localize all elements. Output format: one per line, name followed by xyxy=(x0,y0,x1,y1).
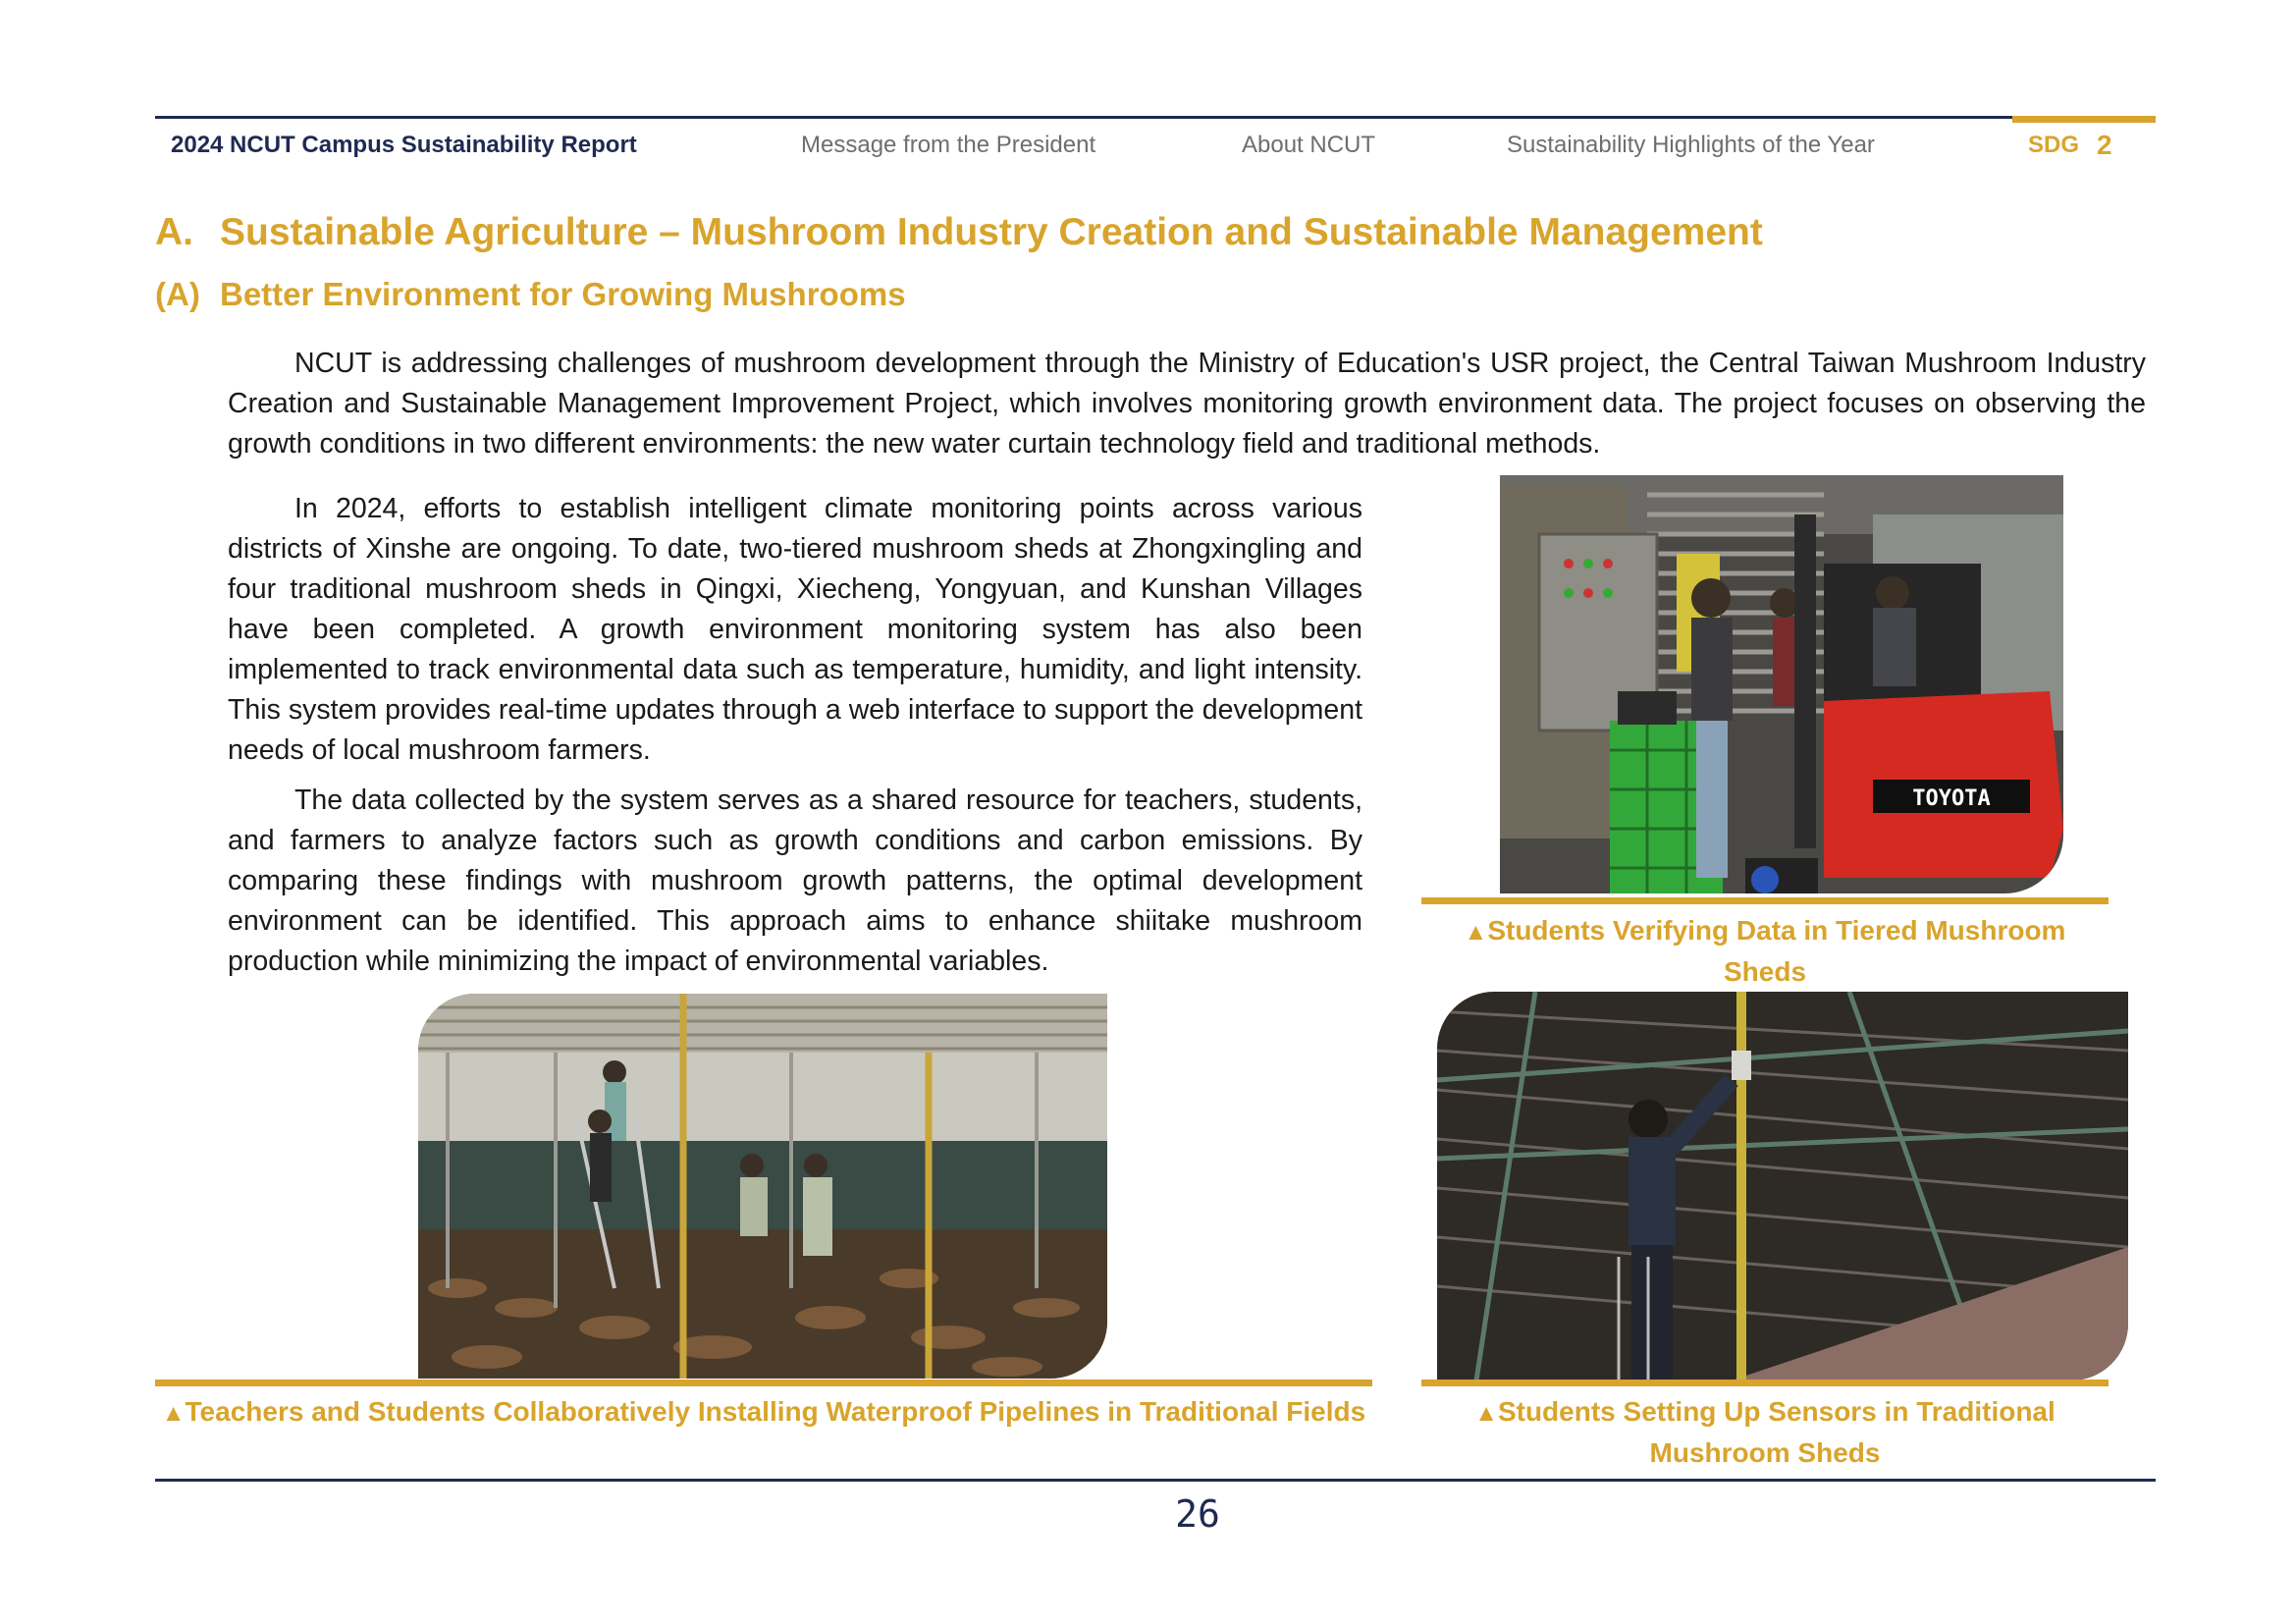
photo-students-verifying-data xyxy=(1500,475,2063,893)
caption-text: Students Setting Up Sensors in Traditional Mushroom Sheds xyxy=(1497,1396,2056,1468)
nav-link-about[interactable]: About NCUT xyxy=(1242,132,1376,158)
section-heading xyxy=(155,208,1763,257)
subsection-title: Better Environment for Growing Mushrooms xyxy=(220,276,906,312)
nav-link-highlights[interactable]: Sustainability Highlights of the Year xyxy=(1507,132,1875,158)
caption-rule-forklift xyxy=(1421,897,2109,904)
sdg-number: 2 xyxy=(2097,130,2112,160)
footer-rule xyxy=(155,1479,2156,1482)
caption-marker-icon: ▲ xyxy=(161,1400,186,1427)
forklift-brand-text: TOYOTA xyxy=(1912,786,1991,811)
caption-students-verifying-data xyxy=(1421,911,2109,992)
subsection-heading xyxy=(155,273,906,316)
header-sdg-accent xyxy=(2012,116,2156,123)
caption-text: Teachers and Students Collaboratively Installing Waterproof Pipelines in Traditional Fields xyxy=(185,1396,1366,1427)
intro-paragraph: NCUT is addressing challenges of mushroom development through the Ministry of Education's USR project, the Central Taiwan Mushroom Industry Creation and Sustainable Management Improvement Project, which involves monitoring growth environment data. The project focuses on observing the growth conditions in two different environments: the new water curtain technology field and traditional methods. xyxy=(228,348,2146,460)
caption-rule-field xyxy=(155,1380,1372,1386)
caption-setting-up-sensors xyxy=(1421,1392,2109,1473)
nav-link-president-message[interactable]: Message from the President xyxy=(801,132,1096,158)
header-rule xyxy=(155,116,2012,119)
caption-text: Students Verifying Data in Tiered Mushroom Sheds xyxy=(1487,915,2066,987)
photo-setting-up-sensors xyxy=(1437,992,2128,1380)
page-number: 26 xyxy=(1175,1492,1220,1536)
caption-marker-icon: ▲ xyxy=(1474,1400,1498,1427)
monitoring-paragraph: In 2024, efforts to establish intelligent climate monitoring points across various districts of Xinshe are ongoing. To date, two-tiered mushroom sheds at Zhongxingling and four traditional mushroom sheds in Qingxi, Xiecheng, Yongyuan, and Kunshan Villages have been completed. A growth environment monitoring system has also been implemented to track environmental data such as temperature, humidity, and light intensity. This system provides real-time updates through a web interface to support the development needs of local mushroom farmers. xyxy=(228,493,1362,766)
caption-rule-sensor xyxy=(1421,1380,2109,1386)
sdg-label: SDG xyxy=(2028,132,2080,158)
photo-installing-waterproof-pipelines xyxy=(418,994,1107,1379)
caption-installing-pipelines xyxy=(155,1392,1372,1434)
data-paragraph: The data collected by the system serves as a shared resource for teachers, students, and farmers to analyze factors such as growth conditions and carbon emissions. By comparing these findings with mushroom growth patterns, the optimal development environment can be identified. This approach aims to enhance shiitake mushroom production while minimizing the impact of environmental variables. xyxy=(228,785,1362,977)
caption-marker-icon: ▲ xyxy=(1464,919,1488,946)
section-title: Sustainable Agriculture – Mushroom Industry Creation and Sustainable Management xyxy=(220,211,1763,253)
report-title: 2024 NCUT Campus Sustainability Report xyxy=(171,132,637,158)
section-number: A. xyxy=(155,211,193,253)
subsection-number: (A) xyxy=(155,276,200,312)
